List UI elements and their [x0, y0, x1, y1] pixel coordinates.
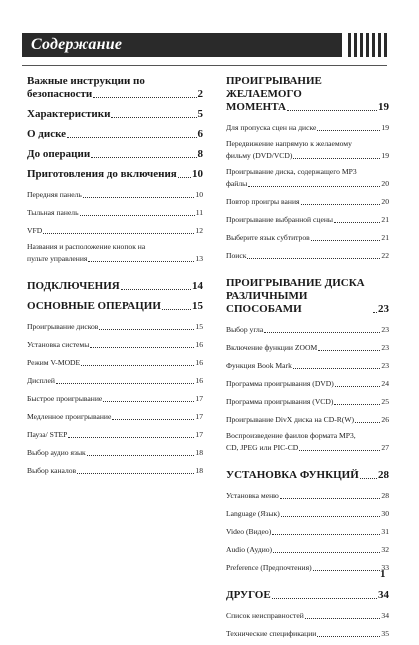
dot-leader	[80, 215, 195, 216]
toc-page-number: 8	[197, 148, 203, 160]
dot-leader	[91, 157, 196, 158]
toc-page-number: 20	[381, 179, 389, 188]
header-rule	[22, 65, 387, 66]
dot-leader	[121, 289, 191, 290]
dot-leader	[67, 137, 196, 138]
dot-leader	[317, 130, 380, 131]
toc-subsection-entry[interactable]	[27, 374, 203, 387]
dot-leader	[81, 365, 194, 366]
toc-page-number: 5	[197, 108, 203, 120]
toc-subsection-entry[interactable]	[226, 431, 389, 454]
toc-page-number: 10	[195, 190, 203, 199]
toc-page-number: 24	[381, 379, 389, 388]
toc-page-number: 17	[195, 430, 203, 439]
toc-subsection-entry[interactable]	[27, 428, 203, 441]
toc-entry-title: Передняя панель	[27, 190, 82, 199]
toc-page-number: 21	[381, 233, 389, 242]
toc-page-number: 16	[195, 340, 203, 349]
dot-leader	[162, 309, 191, 310]
dot-leader	[264, 332, 380, 333]
toc-page-number: 11	[195, 208, 203, 217]
toc-entry-title: пульте управления	[27, 254, 88, 263]
toc-entry-title: Выберите язык субтитров	[226, 233, 310, 242]
toc-entry-title: Для пропуска сцен на диске	[226, 123, 317, 132]
toc-page-number: 10	[192, 168, 203, 180]
toc-page-number: 18	[195, 448, 203, 457]
toc-subsection-entry[interactable]	[226, 489, 389, 502]
toc-page-number: 15	[192, 300, 203, 312]
toc-section-entry[interactable]	[27, 75, 203, 101]
dot-leader	[335, 386, 381, 387]
toc-entry-title: УСТАНОВКА ФУНКЦИЙ	[226, 469, 359, 481]
toc-page-number: 25	[381, 397, 389, 406]
toc-section-entry[interactable]	[27, 128, 203, 141]
section-gap	[27, 270, 203, 280]
dot-leader	[311, 240, 381, 241]
dot-leader	[318, 350, 380, 351]
toc-subsection-entry[interactable]	[226, 507, 389, 520]
toc-page-number: 22	[381, 251, 389, 260]
toc-subsection-entry[interactable]	[27, 356, 203, 369]
toc-page-number: 28	[381, 491, 389, 500]
toc-page-number: 15	[195, 322, 203, 331]
toc-subsection-entry[interactable]	[226, 323, 389, 336]
toc-subsection-entry[interactable]	[27, 206, 203, 219]
toc-subsection-entry[interactable]	[226, 359, 389, 372]
toc-entry-title: Тыльная панель	[27, 208, 79, 217]
toc-subsection-entry[interactable]	[27, 464, 203, 477]
toc-entry-title: Проигрывание DivX диска на CD-R(W)	[226, 415, 355, 424]
toc-entry-title: Установка системы	[27, 340, 90, 349]
toc-subsection-entry[interactable]	[226, 377, 389, 390]
toc-entry-title: ОСНОВНЫЕ ОПЕРАЦИИ	[27, 300, 161, 312]
toc-page-number: 19	[381, 151, 389, 160]
toc-subsection-entry[interactable]	[226, 139, 389, 162]
dot-leader	[112, 419, 194, 420]
toc-entry-title: Программа проигрывания (DVD)	[226, 379, 334, 388]
toc-entry-title: Language (Язык)	[226, 509, 280, 518]
toc-section-entry[interactable]	[226, 589, 389, 602]
toc-section-entry[interactable]	[27, 300, 203, 313]
toc-subsection-entry[interactable]	[226, 213, 389, 226]
toc-entry-title: ДРУГОЕ	[226, 589, 271, 601]
toc-entry-title: Передвижение напрямую к желаемому	[226, 139, 352, 148]
toc-entry-title: Характеристики	[27, 108, 111, 120]
toc-entry-title: Выбор аудио язык	[27, 448, 86, 457]
toc-column-left	[27, 75, 203, 482]
dot-leader	[281, 516, 381, 517]
dot-leader	[178, 177, 191, 178]
toc-page-number: 23	[378, 303, 389, 315]
toc-subsection-entry[interactable]	[226, 341, 389, 354]
dot-leader	[87, 455, 195, 456]
toc-entry-title: Включение функции ZOOM	[226, 343, 318, 352]
dot-leader	[43, 233, 194, 234]
dot-leader	[293, 368, 381, 369]
toc-page-number: 12	[195, 226, 203, 235]
dot-leader	[273, 552, 380, 553]
toc-section-entry[interactable]	[226, 277, 389, 316]
dot-leader	[88, 261, 194, 262]
toc-subsection-entry[interactable]	[27, 224, 203, 237]
dot-leader	[293, 158, 380, 159]
toc-subsection-entry[interactable]	[27, 338, 203, 351]
toc-page-number: 31	[381, 527, 389, 536]
toc-page-number: 16	[195, 358, 203, 367]
toc-subsection-entry[interactable]	[226, 525, 389, 538]
toc-subsection-entry[interactable]	[226, 413, 389, 426]
toc-page-number: 26	[381, 415, 389, 424]
toc-page-number: 14	[192, 280, 203, 292]
toc-page-number: 28	[378, 469, 389, 481]
toc-entry-title: Приготовления до включения	[27, 168, 177, 180]
toc-page-number: 32	[381, 545, 389, 554]
dot-leader	[111, 117, 196, 118]
dot-leader	[103, 401, 194, 402]
toc-subsection-entry[interactable]	[27, 320, 203, 333]
dot-leader	[83, 197, 195, 198]
toc-page-number: 17	[195, 412, 203, 421]
toc-section-entry[interactable]	[27, 168, 203, 181]
barcode-decoration	[348, 33, 387, 57]
toc-page-number: 34	[381, 611, 389, 620]
toc-section-entry[interactable]	[27, 148, 203, 161]
toc-subsection-entry[interactable]	[226, 231, 389, 244]
toc-entry-title: Названия и расположение кнопок на	[27, 242, 146, 251]
dot-leader	[360, 478, 377, 479]
toc-subsection-entry[interactable]	[27, 188, 203, 201]
toc-column-right	[226, 75, 389, 645]
dot-leader	[305, 618, 381, 619]
toc-page-number: 6	[197, 128, 203, 140]
toc-section-entry[interactable]	[27, 280, 203, 293]
toc-subsection-entry[interactable]	[226, 167, 389, 190]
toc-entry-title: Preference (Предпочтения)	[226, 563, 312, 572]
toc-page-number: 16	[195, 376, 203, 385]
toc-section-entry[interactable]	[226, 75, 389, 114]
page-number: 1	[380, 568, 386, 580]
toc-subsection-entry[interactable]	[226, 609, 389, 622]
toc-entry-title: безопасности	[27, 88, 93, 100]
toc-page-number: 21	[381, 215, 389, 224]
toc-entry-title: Поиск	[226, 251, 247, 260]
toc-subsection-entry[interactable]	[226, 249, 389, 262]
toc-subsection-entry[interactable]	[27, 242, 203, 265]
toc-page-number: 35	[381, 629, 389, 638]
toc-page-number: 30	[381, 509, 389, 518]
toc-entry-title: До операции	[27, 148, 91, 160]
toc-entry-title: Список неисправностей	[226, 611, 304, 620]
toc-subsection-entry[interactable]	[226, 395, 389, 408]
toc-entry-title: ПРОИГРЫВАНИЕ ЖЕЛАЕМОГО	[226, 75, 322, 100]
dot-leader	[77, 473, 194, 474]
section-gap	[226, 267, 389, 277]
toc-entry-title: Проигрывание дисков	[27, 322, 99, 331]
toc-section-entry[interactable]	[27, 108, 203, 121]
dot-leader	[280, 498, 381, 499]
toc-entry-title: Установка меню	[226, 491, 279, 500]
toc-entry-title: МОМЕНТА	[226, 101, 286, 113]
toc-entry-title: Video (Видео)	[226, 527, 272, 536]
toc-header-bar	[22, 33, 342, 57]
toc-entry-title: Важные инструкции по	[27, 75, 145, 87]
toc-page-number: 13	[195, 254, 203, 263]
dot-leader	[93, 97, 196, 98]
dot-leader	[90, 347, 194, 348]
page-title: Содержание	[31, 36, 123, 53]
toc-entry-title: CD, JPEG или PIC-CD	[226, 443, 299, 452]
toc-subsection-entry[interactable]	[226, 543, 389, 556]
dot-leader	[99, 329, 194, 330]
dot-leader	[272, 534, 380, 535]
toc-page-number: 23	[381, 343, 389, 352]
toc-subsection-entry[interactable]	[226, 627, 389, 640]
toc-page-number: 34	[378, 589, 389, 601]
toc-subsection-entry[interactable]	[226, 121, 389, 134]
toc-entry-title: О диске	[27, 128, 67, 140]
dot-leader	[334, 222, 380, 223]
toc-page-number: 23	[381, 325, 389, 334]
toc-entry-title: Программа проигрывания (VCD)	[226, 397, 334, 406]
dot-leader	[334, 404, 380, 405]
dot-leader	[317, 636, 380, 637]
toc-page-number: 27	[381, 443, 389, 452]
toc-page-number: 33	[381, 563, 389, 572]
dot-leader	[287, 110, 377, 111]
toc-subsection-entry[interactable]	[27, 392, 203, 405]
toc-subsection-entry[interactable]	[226, 195, 389, 208]
dot-leader	[373, 312, 377, 313]
toc-page-number: 17	[195, 394, 203, 403]
toc-entry-title: Повтор проигры вания	[226, 197, 300, 206]
toc-page-number: 2	[197, 88, 203, 100]
toc-entry-title: РАЗЛИЧНЫМИ СПОСОБАМИ	[226, 290, 308, 315]
dot-leader	[313, 570, 381, 571]
toc-section-entry[interactable]	[226, 469, 389, 482]
dot-leader	[272, 598, 377, 599]
toc-page-number: 23	[381, 361, 389, 370]
toc-entry-title: фильму (DVD/VCD)	[226, 151, 293, 160]
toc-entry-title: ПРОИГРЫВАНИЕ ДИСКА	[226, 277, 365, 289]
toc-entry-title: Выбор каналов	[27, 466, 77, 475]
dot-leader	[68, 437, 194, 438]
toc-entry-title: Пауза/ STEP	[27, 430, 68, 439]
toc-page-number: 19	[381, 123, 389, 132]
toc-entry-title: Функция Book Mark	[226, 361, 292, 370]
section-gap	[226, 459, 389, 469]
toc-entry-title: Технические спецификации	[226, 629, 317, 638]
dot-leader	[247, 258, 380, 259]
dot-leader	[355, 422, 380, 423]
toc-entry-title: Воспроизведение фаилов формата MP3,	[226, 431, 356, 440]
toc-page-number: 18	[195, 466, 203, 475]
toc-entry-title: ПОДКЛЮЧЕНИЯ	[27, 280, 120, 292]
dot-leader	[248, 186, 380, 187]
dot-leader	[299, 450, 380, 451]
toc-page-number: 20	[381, 197, 389, 206]
toc-subsection-entry[interactable]	[27, 410, 203, 423]
toc-entry-title: Медленное проигрывание	[27, 412, 112, 421]
toc-entry-title: Audio (Аудио)	[226, 545, 273, 554]
dot-leader	[301, 204, 381, 205]
dot-leader	[56, 383, 195, 384]
toc-entry-title: Режим V-MODE	[27, 358, 81, 367]
toc-entry-title: Дисплей	[27, 376, 55, 385]
toc-subsection-entry[interactable]	[27, 446, 203, 459]
toc-entry-title: VFD	[27, 226, 43, 235]
toc-entry-title: Выбор угла	[226, 325, 264, 334]
toc-entry-title: Быстрое проигрывание	[27, 394, 103, 403]
toc-subsection-entry[interactable]	[226, 561, 389, 574]
toc-entry-title: Проигрывание выбранной сцены	[226, 215, 333, 224]
section-gap	[226, 579, 389, 589]
toc-entry-title: файлы	[226, 179, 248, 188]
toc-page-number: 19	[378, 101, 389, 113]
toc-entry-title: Проигрывание диска, содержащего MP3	[226, 167, 357, 176]
